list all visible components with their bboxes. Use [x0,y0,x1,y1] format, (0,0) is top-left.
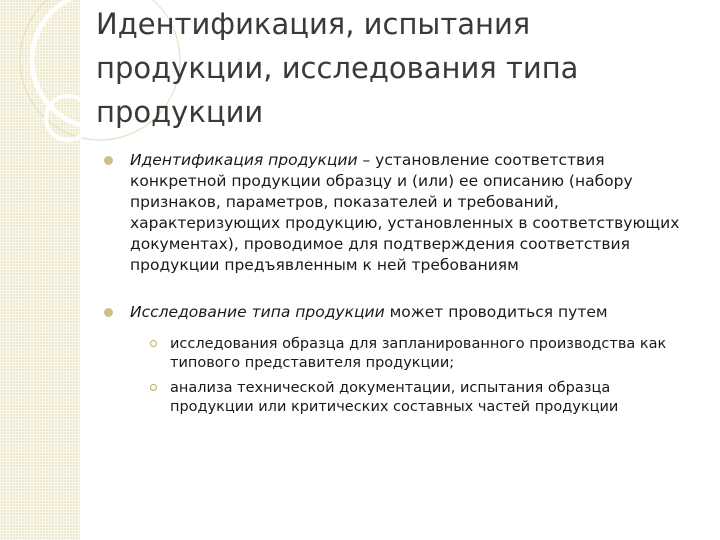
bullet-term: Исследование типа продукции [130,303,385,321]
sub-bullet-item [170,379,690,417]
bullet-marker-icon [104,156,113,165]
bullet-list [130,150,690,417]
sub-bullet-item [170,335,690,373]
sub-bullet-text: исследования образца для запланированного производства как типового представителя продукции; [170,336,667,371]
bullet-item-type-study [130,302,690,323]
slide-title: Идентификация, испытания продукции, исследования типа продукции [96,7,579,129]
bullet-item-identification [130,150,690,276]
bullet-text: может проводиться путем [384,303,608,321]
sub-bullet-marker-icon [150,384,157,391]
sub-bullet-text: анализа технической документации, испытания образца продукции или критических составных частей продукции [170,380,619,415]
bullet-marker-icon [104,308,113,317]
bullet-term: Идентификация продукции [130,151,358,169]
bullet-text: – установление соответствия конкретной продукции образцу и (или) ее описанию (набору признаков, параметров, показателей и требований, характеризующих продукцию, установленных в соответствующих документах), проводимое для подтверждения соответствия продукции предъявленным к ней требованиям [130,151,680,274]
sub-bullet-marker-icon [150,340,157,347]
